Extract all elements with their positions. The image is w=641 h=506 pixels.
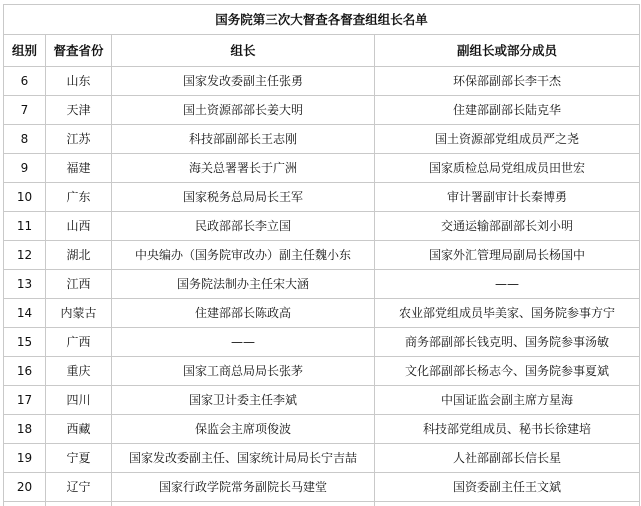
cell-province: 江苏 (46, 125, 112, 154)
cell-province: 湖北 (46, 241, 112, 270)
cell-province: 西藏 (46, 415, 112, 444)
table-row (4, 415, 640, 444)
cell-leader: 住建部部长陈政高 (112, 299, 375, 328)
header-group: 组别 (4, 35, 46, 67)
cell-group: 17 (4, 386, 46, 415)
cell-leader: 国家税务总局局长王军 (112, 183, 375, 212)
table-row (4, 328, 640, 357)
table-row (4, 357, 640, 386)
cell-group: 7 (4, 96, 46, 125)
cell-province: 山东 (46, 67, 112, 96)
cell-group: 9 (4, 154, 46, 183)
empty-cell (4, 502, 46, 506)
cell-deputy: 中国证监会副主席方星海 (375, 386, 640, 415)
cell-leader: 国家行政学院常务副院长马建堂 (112, 473, 375, 502)
cell-group: 16 (4, 357, 46, 386)
cell-province: 广西 (46, 328, 112, 357)
empty-cell (112, 502, 375, 506)
cell-group: 12 (4, 241, 46, 270)
cell-group: 6 (4, 67, 46, 96)
cell-deputy: 商务部副部长钱克明、国务院参事汤敏 (375, 328, 640, 357)
table-header-row (4, 35, 640, 67)
cell-group: 20 (4, 473, 46, 502)
cell-province: 重庆 (46, 357, 112, 386)
table-row (4, 444, 640, 473)
header-deputy: 副组长或部分成员 (375, 35, 640, 67)
table-row (4, 473, 640, 502)
cell-deputy: 国资委副主任王文斌 (375, 473, 640, 502)
cell-deputy: 文化部副部长杨志今、国务院参事夏斌 (375, 357, 640, 386)
cell-deputy: 国家外汇管理局副局长杨国中 (375, 241, 640, 270)
table-row (4, 212, 640, 241)
cell-province: 天津 (46, 96, 112, 125)
cell-group: 13 (4, 270, 46, 299)
cell-province: 山西 (46, 212, 112, 241)
header-province: 督查省份 (46, 35, 112, 67)
cell-group: 8 (4, 125, 46, 154)
cell-province: 宁夏 (46, 444, 112, 473)
table-row (4, 96, 640, 125)
cell-leader: 国家工商总局局长张茅 (112, 357, 375, 386)
cell-province: 福建 (46, 154, 112, 183)
cell-leader: 国家发改委副主任、国家统计局局长宁吉喆 (112, 444, 375, 473)
cell-deputy: 科技部党组成员、秘书长徐建培 (375, 415, 640, 444)
cell-leader: 国务院法制办主任宋大涵 (112, 270, 375, 299)
table-title: 国务院第三次大督查各督查组组长名单 (4, 5, 640, 35)
leaders-table-body (4, 5, 640, 506)
cell-group: 14 (4, 299, 46, 328)
cell-leader: 保监会主席项俊波 (112, 415, 375, 444)
table-row (4, 386, 640, 415)
cell-deputy: —— (375, 270, 640, 299)
empty-cell (46, 502, 112, 506)
cell-leader: 国土资源部部长姜大明 (112, 96, 375, 125)
cell-province: 内蒙古 (46, 299, 112, 328)
cell-deputy: 环保部副部长李干杰 (375, 67, 640, 96)
cell-province: 辽宁 (46, 473, 112, 502)
cell-leader: —— (112, 328, 375, 357)
table-row (4, 299, 640, 328)
cell-group: 10 (4, 183, 46, 212)
cell-deputy: 农业部党组成员毕美家、国务院参事方宁 (375, 299, 640, 328)
cell-deputy: 国家质检总局党组成员田世宏 (375, 154, 640, 183)
cell-leader: 科技部副部长王志刚 (112, 125, 375, 154)
table-row (4, 241, 640, 270)
cell-deputy: 国土资源部党组成员严之尧 (375, 125, 640, 154)
cell-deputy: 审计署副审计长秦博勇 (375, 183, 640, 212)
header-leader: 组长 (112, 35, 375, 67)
table-row (4, 125, 640, 154)
cell-group: 15 (4, 328, 46, 357)
cell-province: 广东 (46, 183, 112, 212)
cell-deputy: 人社部副部长信长星 (375, 444, 640, 473)
cell-deputy: 交通运输部副部长刘小明 (375, 212, 640, 241)
cell-leader: 海关总署署长于广洲 (112, 154, 375, 183)
cell-leader: 国家发改委副主任张勇 (112, 67, 375, 96)
cell-province: 四川 (46, 386, 112, 415)
table-row (4, 270, 640, 299)
cell-deputy: 住建部副部长陆克华 (375, 96, 640, 125)
cell-province: 江西 (46, 270, 112, 299)
empty-cell (375, 502, 640, 506)
leaders-table (3, 4, 640, 506)
cell-leader: 民政部部长李立国 (112, 212, 375, 241)
table-title-row (4, 5, 640, 35)
cell-leader: 中央编办（国务院审改办）副主任魏小东 (112, 241, 375, 270)
table-row (4, 67, 640, 96)
table-row (4, 183, 640, 212)
cell-group: 19 (4, 444, 46, 473)
cell-leader: 国家卫计委主任李斌 (112, 386, 375, 415)
table-row (4, 154, 640, 183)
cell-group: 18 (4, 415, 46, 444)
table-trailing-row (4, 502, 640, 506)
cell-group: 11 (4, 212, 46, 241)
